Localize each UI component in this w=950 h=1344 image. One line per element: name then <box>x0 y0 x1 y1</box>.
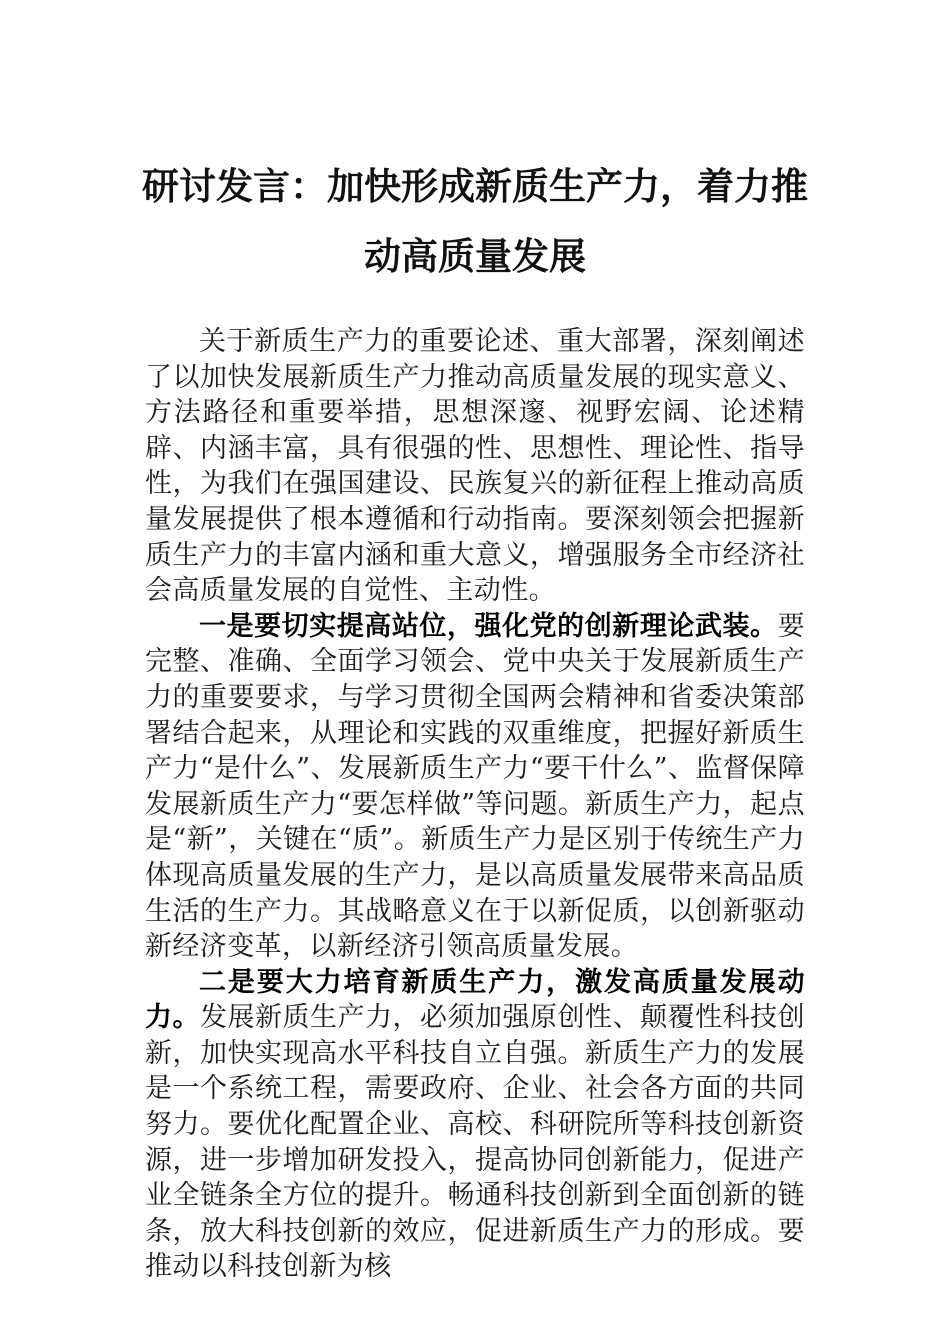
document-body <box>145 324 805 1285</box>
paragraph-lead-heading: 一是要切实提高站位，强化党的创新理论武装。 <box>199 610 778 642</box>
paragraph-text: 要完整、准确、全面学习领会、党中央关于发展新质生产力的重要要求，与学习贯彻全国两会精神和省委决策部署结合起来，从理论和实践的双重维度，把握好新质生产力“是什么”、发展新质生产力“要干什么”、监督保障发展新质生产力“要怎样做”等问题。新质生产力，起点是“新”，关键在“质”。新质生产力是区别于传统生产力体现高质量发展的生产力，是以高质量发展带来高品质生活的生产力。其战略意义在于以新促质，以创新驱动新经济变革，以新经济引领高质量发展。 <box>145 610 805 963</box>
paragraph-point-one <box>145 609 805 965</box>
paragraph-point-two <box>145 965 805 1285</box>
paragraph-text: 关于新质生产力的重要论述、重大部署，深刻阐述了以加快发展新质生产力推动高质量发展的现实意义、方法路径和重要举措，思想深邃、视野宏阔、论述精辟、内涵丰富，具有很强的性、思想性、理论性、指导性，为我们在强国建设、民族复兴的新征程上推动高质量发展提供了根本遵循和行动指南。要深刻领会把握新质生产力的丰富内涵和重大意义，增强服务全市经济社会高质量发展的自觉性、主动性。 <box>145 326 805 607</box>
paragraph-text: 发展新质生产力，必须加强原创性、颠覆性科技创新，加快实现高水平科技自立自强。新质生产力的发展是一个系统工程，需要政府、企业、社会各方面的共同努力。要优化配置企业、高校、科研院所等科技创新资源，进一步增加研发投入，提高协同创新能力，促进产业全链条全方位的提升。畅通科技创新到全面创新的链条，放大科技创新的效应，促进新质生产力的形成。要推动以科技创新为核 <box>145 1002 805 1283</box>
paragraph-intro <box>145 324 805 609</box>
document-title-line-1: 研讨发言：加快形成新质生产力，着力推 <box>142 164 808 208</box>
paragraph-lead-heading: 二是要大力培育新质生产力，激发高质量发展动力。 <box>145 966 805 1034</box>
document-title-line-2: 动高质量发展 <box>364 234 586 278</box>
